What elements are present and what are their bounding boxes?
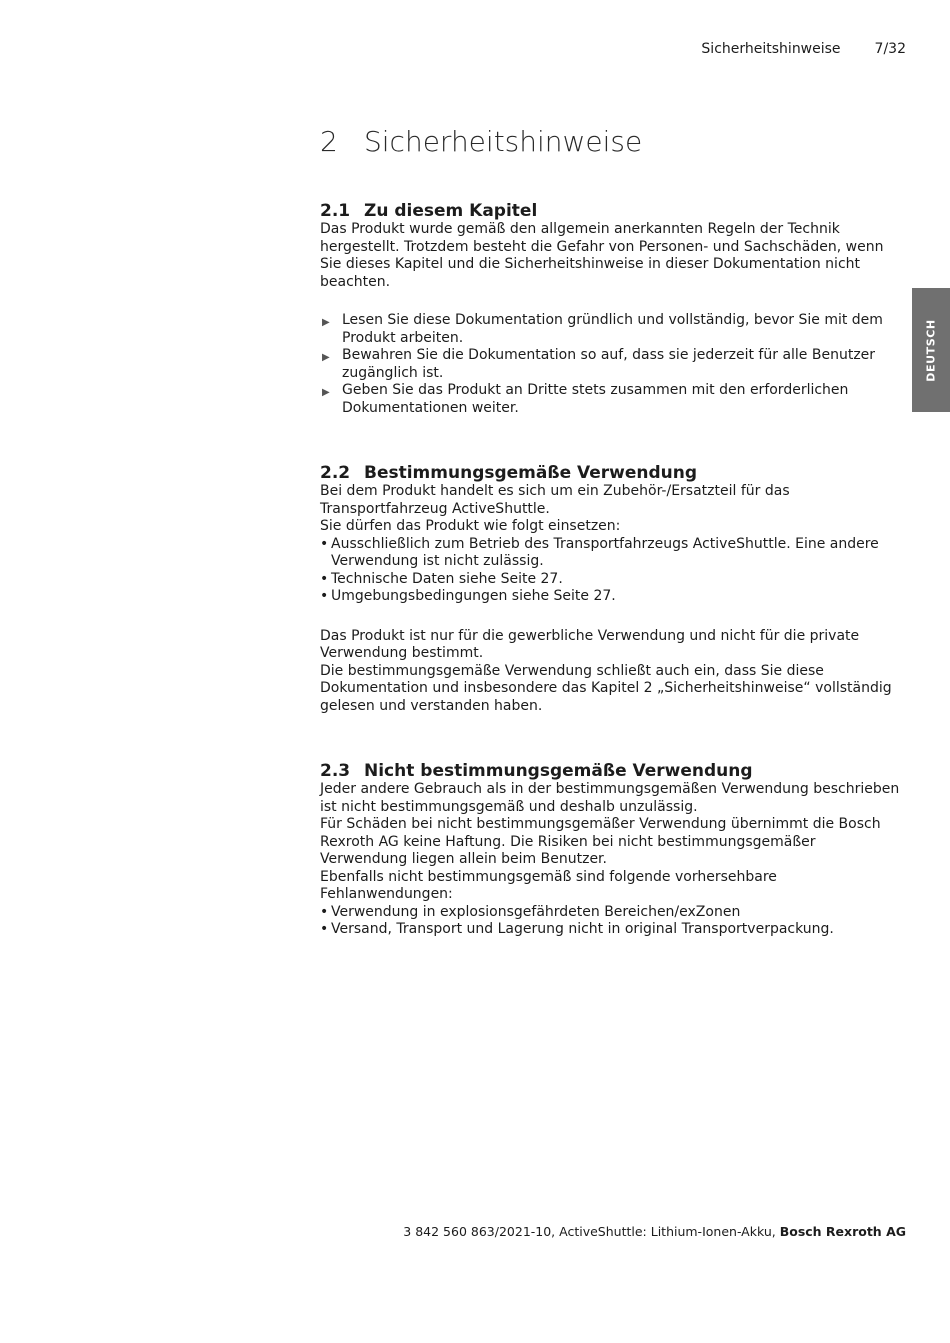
section-title: Zu diesem Kapitel [364,201,538,221]
section-number: 2.3 [320,761,351,781]
misuse-list [320,904,905,939]
list-item: • Umgebungsbedingungen siehe Seite 27. [320,588,616,604]
section-2-3-paragraph: Jeder andere Gebrauch als in der bestimmungsgemäßen Verwendung beschrieben ist nicht bestimmungsgemäß und deshalb unzulässig. [320,781,900,815]
page-number: 7/32 [874,41,906,57]
language-tab [912,288,950,412]
section-2-2-paragraph: Sie dürfen das Produkt wie folgt einsetzen: [320,518,621,534]
instruction-item: ▶ Bewahren Sie die Dokumentation so auf, dass sie jederzeit für alle Benutzer zugänglich ist. [322,347,876,381]
page-header [701,41,906,57]
arrow-bullet-icon: ▶ [322,317,330,328]
chapter-title: Sicherheitshinweise [364,125,643,158]
section-title: Bestimmungsgemäße Verwendung [364,463,698,483]
section-number: 2.2 [320,463,351,483]
chapter-number: 2 [320,125,338,158]
main-content [320,120,905,939]
chapter-heading [320,120,905,168]
arrow-bullet-icon: ▶ [322,352,330,363]
section-number: 2.1 [320,201,351,221]
page-footer [403,1224,906,1239]
list-item: • Verwendung in explosionsgefährdeten Bereichen/exZonen [320,903,741,920]
section-title: Nicht bestimmungsgemäße Verwendung [364,761,753,781]
arrow-bullet-icon: ▶ [322,387,330,398]
instruction-item: ▶ Geben Sie das Produkt an Dritte stets zusammen mit den erforderlichen Dokumentationen weiter. [322,382,849,416]
instruction-item: ▶ Lesen Sie diese Dokumentation gründlich und vollständig, bevor Sie mit dem Produkt arbeiten. [322,312,883,346]
section-heading-2-2 [320,463,905,483]
footer-company: Bosch Rexroth AG [779,1224,906,1239]
section-2-1-intro: Das Produkt wurde gemäß den allgemein anerkannten Regeln der Technik hergestellt. Trotzdem besteht die Gefahr von Personen- und Sachschäden, wenn Sie dieses Kapitel und die Sicherheitshinweise in dieser Dokumentation nicht beachten. [320,221,884,290]
instruction-list [320,312,905,417]
list-item: • Technische Daten siehe Seite 27. [320,570,563,587]
section-heading-2-3 [320,761,905,781]
language-tab-label: DEUTSCH [924,318,938,382]
section-2-2-paragraph: Das Produkt ist nur für die gewerbliche Verwendung und nicht für die private Verwendung bestimmt. [320,627,860,661]
list-item: • Versand, Transport und Lagerung nicht in original Transportverpackung. [320,921,834,937]
section-2-3-paragraph: Für Schäden bei nicht bestimmungsgemäßer Verwendung übernimmt die Bosch Rexroth AG keine Haftung. Die Risiken bei nicht bestimmungsgemäßer Verwendung liegen allein beim Benutzer. [320,816,881,867]
section-2-2-paragraph: Bei dem Produkt handelt es sich um ein Zubehör-/Ersatzteil für das Transportfahrzeug ActiveShuttle. [320,483,790,517]
header-section-title: Sicherheitshinweise [701,41,841,57]
list-item: • Ausschließlich zum Betrieb des Transportfahrzeugs ActiveShuttle. Eine andere Verwendung ist nicht zulässig. [320,535,879,569]
footer-doc-info: 3 842 560 863/2021-10, ActiveShuttle: Lithium-Ionen-Akku, [403,1224,780,1239]
section-2-2-paragraph: Die bestimmungsgemäße Verwendung schließt auch ein, dass Sie diese Dokumentation und insbesondere das Kapitel 2 „Sicherheitshinweise“ vollständig gelesen und verstanden haben. [320,662,892,714]
usage-list [320,536,905,606]
section-heading-2-1 [320,201,905,221]
section-2-3-paragraph: Ebenfalls nicht bestimmungsgemäß sind folgende vorhersehbare Fehlanwendungen: [320,868,777,902]
